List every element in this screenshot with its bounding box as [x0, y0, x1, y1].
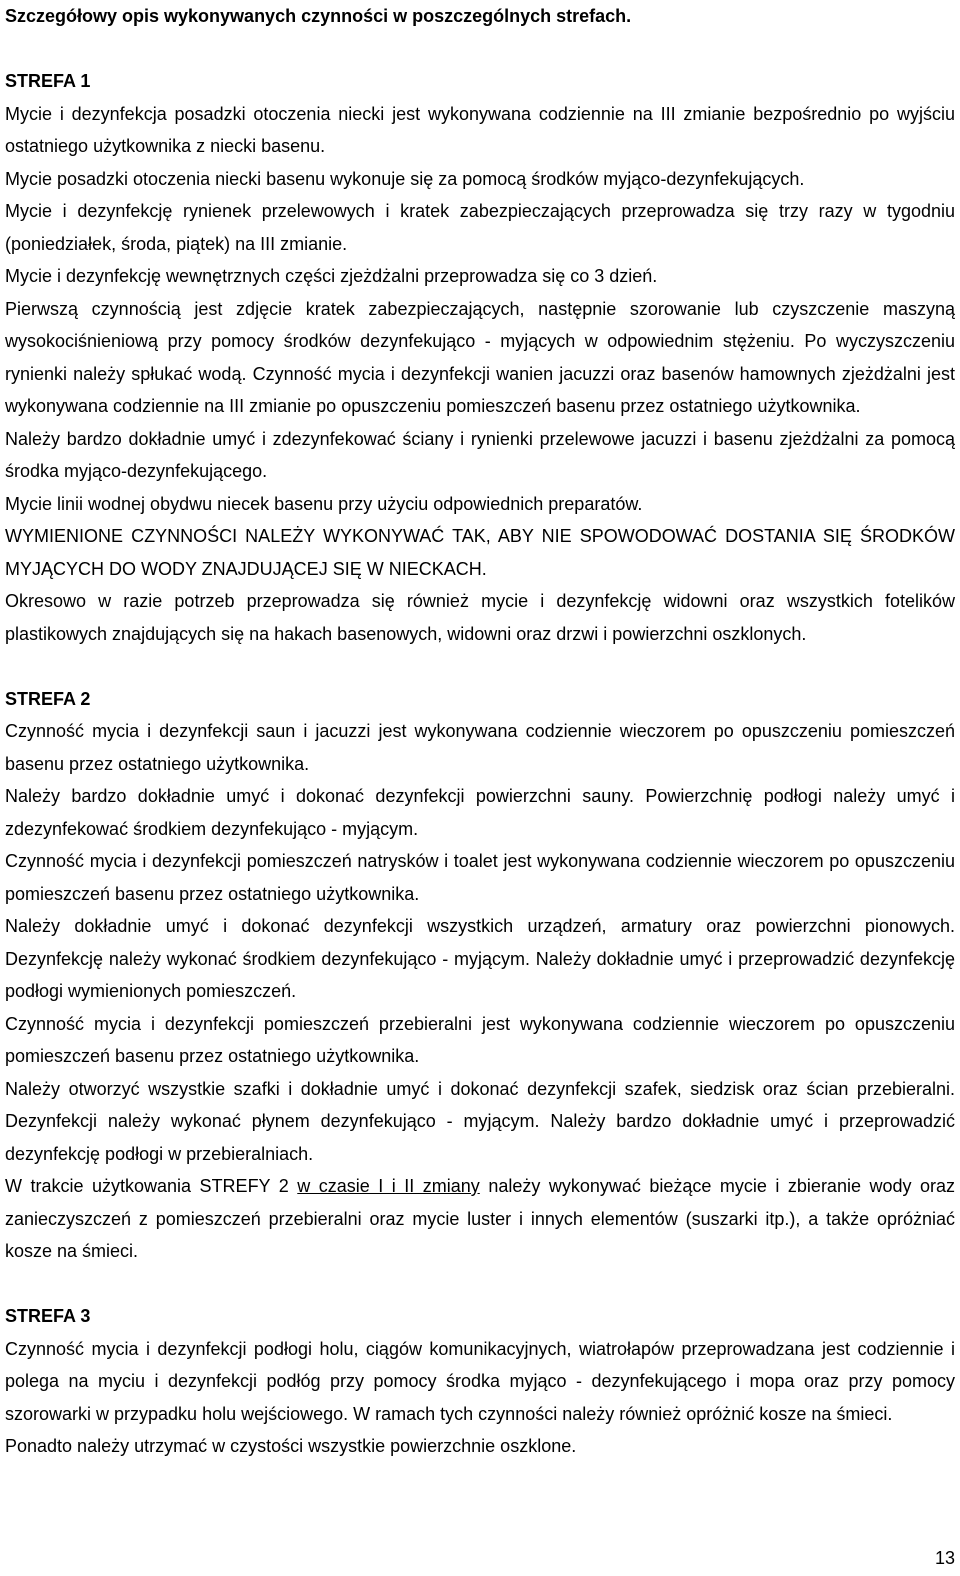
zone-3-title: STREFA 3 [5, 1306, 91, 1326]
zone-3-section [5, 1300, 955, 1463]
zone-2-section [5, 683, 955, 1268]
zone-1-paragraph: Mycie i dezynfekcja posadzki otoczenia niecki jest wykonywana codziennie na III zmianie bezpośrednio po wyjściu ostatniego użytkownika z niecki basenu. [5, 103, 955, 156]
zone-2-paragraph: Należy bardzo dokładnie umyć i dokonać dezynfekcji powierzchni sauny. Powierzchnię podłogi należy umyć i zdezynfekować środkiem dezynfekująco - myjącym. [5, 786, 955, 839]
zone-2-title: STREFA 2 [5, 688, 91, 709]
zone-2-last-text-before: W trakcie użytkowania STREFY 2 [5, 1176, 298, 1196]
zone-2-paragraph: Należy otworzyć wszystkie szafki i dokładnie umyć i dokonać dezynfekcji szafek, siedzisk oraz ścian przebieralni. Dezynfekcji należy wykonać płynem dezynfekująco - myjącym. Należy bardzo dokładnie umyć i przeprowadzić dezynfekcję podłogi w przebieralniach. [5, 1078, 955, 1164]
zone-1-warning-paragraph: WYMIENIONE CZYNNOŚCI NALEŻY WYKONYWAĆ TAK, ABY NIE SPOWODOWAĆ DOSTANIA SIĘ ŚRODKÓW MYJĄCYCH DO WODY ZNAJDUJĄCEJ SIĘ W NIECKACH. [5, 526, 955, 579]
zone-2-paragraph: Czynność mycia i dezynfekcji pomieszczeń przebieralni jest wykonywana codziennie wieczorem po opuszczeniu pomieszczeń basenu przez ostatniego użytkownika. [5, 1013, 955, 1066]
page-number: 13 [934, 1548, 955, 1568]
zone-1-paragraph: Okresowo w razie potrzeb przeprowadza się również mycie i dezynfekcję widowni oraz wszystkich fotelików plastikowych znajdujących się na hakach basenowych, widowni oraz drzwi i powierzchni oszklonych. [5, 591, 955, 644]
zone-2-underlined-shift-text: w czasie I i II zmiany [297, 1176, 480, 1196]
zone-2-paragraph: Czynność mycia i dezynfekcji pomieszczeń natrysków i toalet jest wykonywana codziennie wieczorem po opuszczeniu pomieszczeń basenu przez ostatniego użytkownika. [5, 851, 955, 904]
zone-1-paragraph: Należy bardzo dokładnie umyć i zdezynfekować ściany i rynienki przelewowe jacuzzi i basenu zjeżdżalni za pomocą środka myjąco-dezynfekującego. [5, 428, 955, 481]
zone-3-paragraph: Czynność mycia i dezynfekcji podłogi holu, ciągów komunikacyjnych, wiatrołapów przeprowadzana jest codziennie i polega na myciu i dezynfekcji podłóg przy pomocy środka myjąco - dezynfekującego i mopa oraz przy pomocy szorowarki w przypadku holu wejściowego. W ramach tych czynności należy również opróżnić kosze na śmieci. [5, 1338, 955, 1424]
document-heading: Szczegółowy opis wykonywanych czynności w poszczególnych strefach. [5, 6, 632, 26]
zone-2-paragraph: Należy dokładnie umyć i dokonać dezynfekcji wszystkich urządzeń, armatury oraz powierzchni pionowych. Dezynfekcję należy wykonać środkiem dezynfekująco - myjącym. Należy dokładnie umyć i przeprowadzić dezynfekcję podłogi wymienionych pomieszczeń. [5, 916, 955, 1001]
zone-2-paragraph: Czynność mycia i dezynfekcji saun i jacuzzi jest wykonywana codziennie wieczorem po opuszczeniu pomieszczeń basenu przez ostatniego użytkownika. [5, 721, 955, 774]
zone-1-title: STREFA 1 [5, 71, 91, 91]
zone-1-paragraph: Mycie linii wodnej obydwu niecek basenu przy użyciu odpowiednich preparatów. [5, 493, 643, 514]
zone-1-paragraph: Mycie i dezynfekcję rynienek przelewowych i kratek zabezpieczających przeprowadza się trzy razy w tygodniu (poniedziałek, środa, piątek) na III zmianie. [5, 201, 955, 254]
zone-1-section [5, 65, 955, 650]
zone-1-paragraph: Mycie posadzki otoczenia niecki basenu wykonuje się za pomocą środków myjąco-dezynfekujących. [5, 168, 805, 189]
zone-3-paragraph: Ponadto należy utrzymać w czystości wszystkie powierzchnie oszklone. [5, 1436, 577, 1456]
document-page [5, 0, 955, 1463]
zone-1-paragraph: Pierwszą czynnością jest zdjęcie kratek zabezpieczających, następnie szorowanie lub czyszczenie maszyną wysokociśnieniową przy pomocy środków dezynfekująco - myjących w odpowiednim stężeniu. Po wyczyszczeniu rynienki należy spłukać wodą. Czynność mycia i dezynfekcji wanien jacuzzi oraz basenów hamownych zjeżdżalni jest wykonywana codziennie na III zmianie po opuszczeniu pomieszczeń basenu przez ostatniego użytkownika. [5, 298, 955, 416]
zone-2-last-text-after: należy wykonywać bieżące mycie i zbieranie wody oraz zanieczyszczeń z pomieszczeń przebieralni oraz mycie luster i innych elementów (suszarki itp.), a także opróżniać kosze na śmieci. [5, 1176, 956, 1261]
zone-1-paragraph: Mycie i dezynfekcję wewnętrznych części zjeżdżalni przeprowadza się co 3 dzień. [5, 266, 658, 286]
zone-2-last-paragraph [5, 1170, 955, 1268]
